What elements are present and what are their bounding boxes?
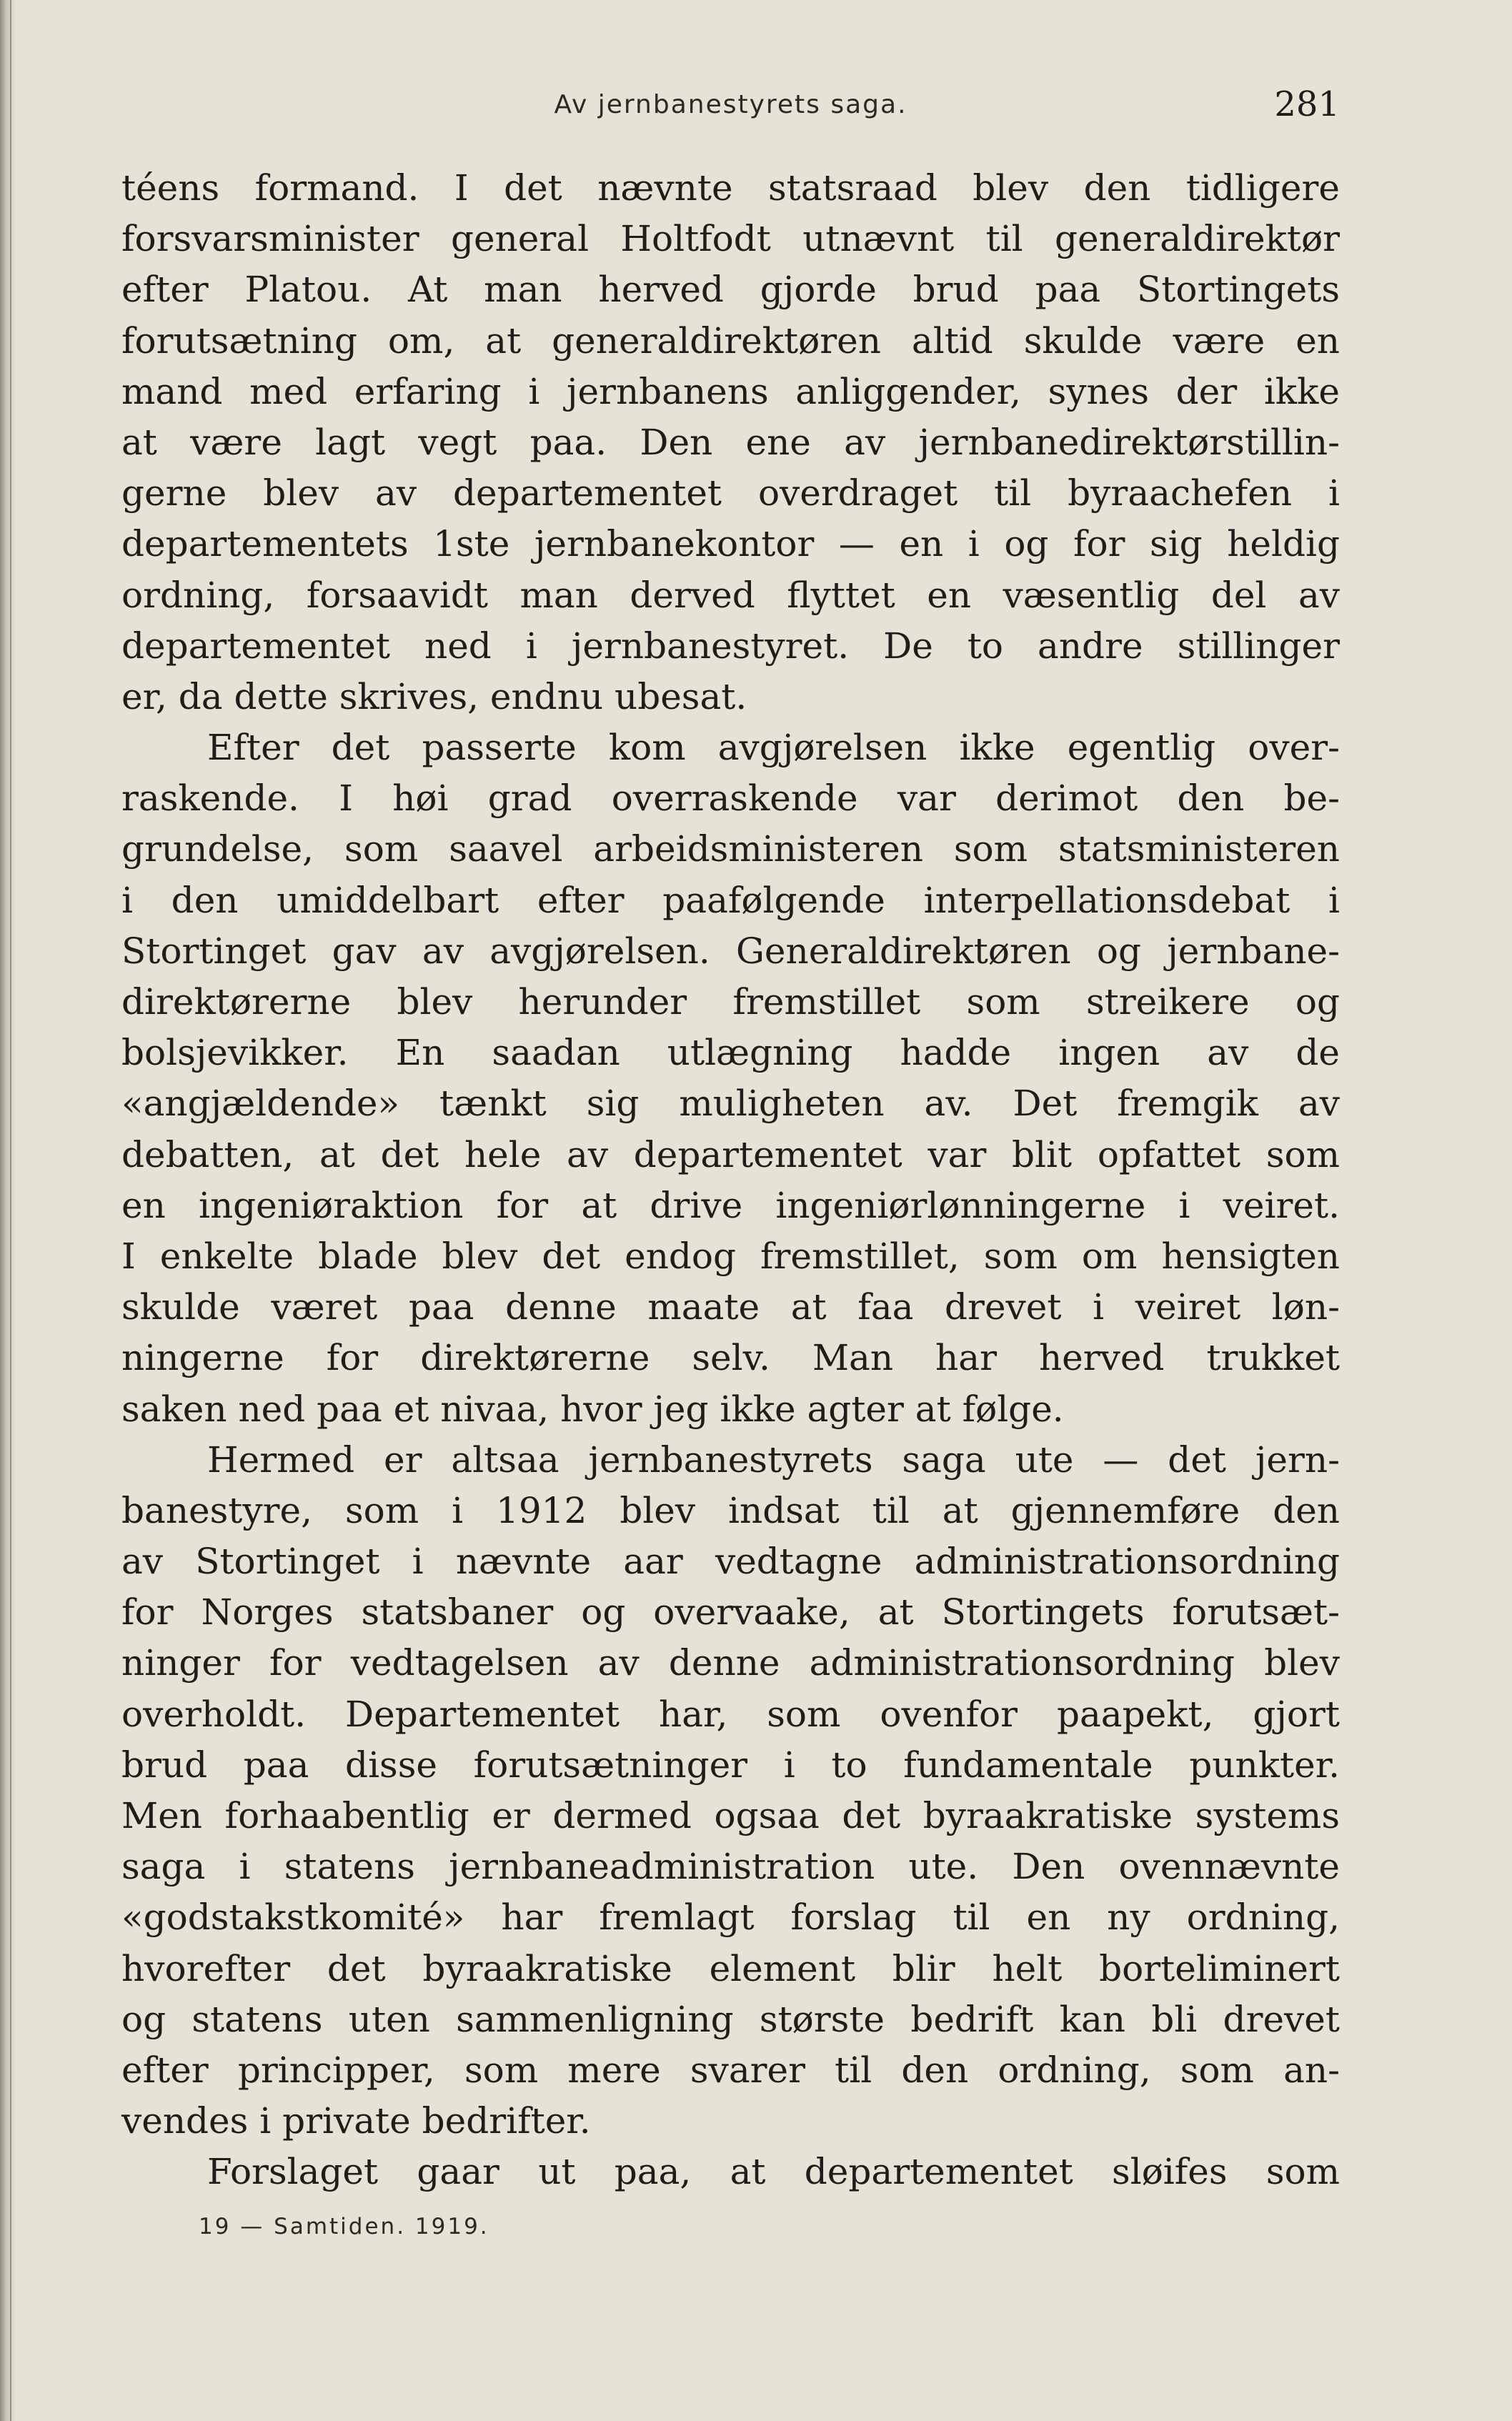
text-line: saga i statens jernbaneadministration ute. Den ovennævnte (121, 1846, 1340, 1888)
text-line: ordning, forsaavidt man derved flyttet en væsentlig del av (121, 574, 1340, 616)
body-text (121, 163, 1340, 2198)
text-line: departementet ned i jernbanestyret. De to andre stillinger (121, 625, 1340, 667)
text-line: debatten, at det hele av departementet var blit opfattet som (121, 1133, 1340, 1175)
page-number: 281 (1274, 84, 1340, 124)
text-line: skulde været paa denne maate at faa drevet i veiret løn- (121, 1286, 1340, 1328)
signature-mark: 19 — Samtiden. 1919. (199, 2214, 489, 2239)
text-line: av Stortinget i nævnte aar vedtagne administrationsordning (121, 1541, 1340, 1583)
text-line: direktørerne blev herunder fremstillet som streikere og (121, 981, 1340, 1023)
text-line: efter principper, som mere svarer til den ordning, som an- (121, 2049, 1340, 2091)
text-line: forsvarsminister general Holtfodt utnævnt til generaldirektør (121, 218, 1340, 260)
text-line: for Norges statsbaner og overvaake, at Stortingets forutsæt- (121, 1591, 1340, 1634)
text-line: I enkelte blade blev det endog fremstillet, som om hensigten (121, 1235, 1340, 1277)
running-head: Av jernbanestyrets saga. (554, 90, 907, 119)
text-line: at være lagt vegt paa. Den ene av jernbanedirektørstillin- (121, 421, 1340, 463)
text-line: efter Platou. At man herved gjorde brud paa Stortingets (121, 269, 1340, 311)
text-line: bolsjevikker. En saadan utlægning hadde ingen av de (121, 1032, 1340, 1074)
text-line: Men forhaabentlig er dermed ogsaa det byraakratiske systems (121, 1795, 1340, 1836)
text-line: overholdt. Departementet har, som ovenfor paapekt, gjort (121, 1693, 1340, 1735)
text-line: grundelse, som saavel arbeidsministeren som statsministeren (121, 828, 1340, 870)
text-line: departementets 1ste jernbanekontor — en i og for sig heldig (121, 523, 1340, 565)
page-header (121, 84, 1340, 134)
text-line: en ingeniøraktion for at drive ingeniørlønningerne i veiret. (121, 1184, 1340, 1226)
text-line: er, da dette skrives, endnu ubesat. (121, 675, 747, 717)
text-line: «angjældende» tænkt sig muligheten av. Det fremgik av (121, 1083, 1340, 1125)
paragraph-start-line: Forslaget gaar ut paa, at departementet sløifes som (207, 2151, 1340, 2193)
binding-edge (10, 0, 11, 2421)
text-line: raskende. I høi grad overraskende var derimot den be- (121, 777, 1340, 820)
paragraph-start-line: Hermed er altsaa jernbanestyrets saga ute — det jern- (207, 1438, 1340, 1481)
text-line: og statens uten sammenligning største bedrift kan bli drevet (121, 1998, 1340, 2040)
text-line: forutsætning om, at generaldirektøren altid skulde være en (121, 319, 1340, 362)
paragraph-start-line: Efter det passerte kom avgjørelsen ikke egentlig over- (207, 727, 1340, 769)
text-line: hvorefter det byraakratiske element blir helt borteliminert (121, 1947, 1340, 1989)
text-line: ninger for vedtagelsen av denne administrationsordning blev (121, 1642, 1340, 1684)
text-line: vendes i private bedrifter. (121, 2100, 591, 2142)
text-line: saken ned paa et nivaa, hvor jeg ikke agter at følge. (121, 1388, 1064, 1430)
text-line: Stortinget gav av avgjørelsen. Generaldirektøren og jernbane- (121, 930, 1340, 972)
text-line: i den umiddelbart efter paafølgende interpellationsdebat i (121, 879, 1340, 921)
text-line: téens formand. I det nævnte statsraad blev den tidligere (121, 167, 1340, 209)
text-line: mand med erfaring i jernbanens anliggender, synes der ikke (121, 370, 1340, 412)
text-line: gerne blev av departementet overdraget til byraachefen i (121, 472, 1340, 514)
text-line: brud paa disse forutsætninger i to fundamentale punkter. (121, 1744, 1340, 1786)
text-line: banestyre, som i 1912 blev indsat til at gjennemføre den (121, 1489, 1340, 1531)
text-line: ningerne for direktørerne selv. Man har herved trukket (121, 1337, 1340, 1379)
text-line: «godstakstkomité» har fremlagt forslag til en ny ordning, (121, 1896, 1340, 1939)
page-spine-shadow (0, 0, 16, 2421)
